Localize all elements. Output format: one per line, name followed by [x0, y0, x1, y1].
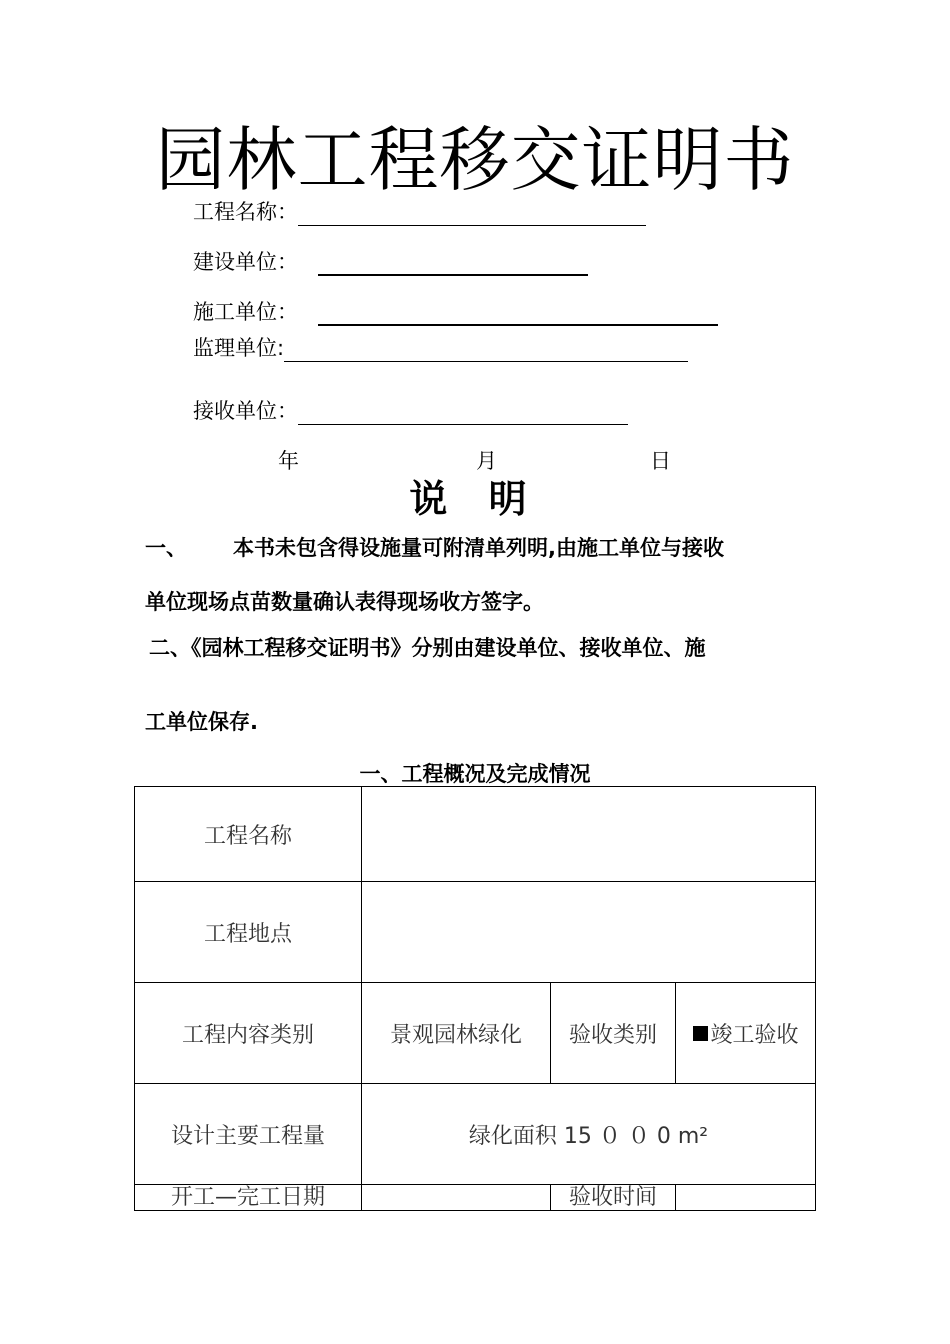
field-label: 建设单位： — [193, 250, 298, 274]
acceptance-time-label: 验收时间 — [551, 1185, 676, 1211]
field-label: 接收单位： — [193, 399, 298, 423]
table-row — [135, 787, 816, 882]
field-label: 工程名称： — [193, 200, 298, 224]
table-row — [135, 1084, 816, 1185]
checked-square-icon — [693, 1026, 708, 1041]
table-row — [135, 1185, 816, 1211]
field-contractor — [193, 298, 718, 326]
field-receiver — [193, 397, 628, 425]
date-month: 月 — [476, 449, 497, 473]
field-supervisor — [193, 334, 688, 362]
blank-line — [298, 225, 646, 226]
field-project-name — [193, 198, 646, 226]
design-quantity-value: 绿化面积 15 ０ ０ 0 m² — [362, 1084, 816, 1185]
section-caption: 一、工程概况及完成情况 — [359, 762, 591, 786]
explanation-item-2: 二、《园林工程移交证明书》分别由建设单位、接收单位、施 — [149, 636, 706, 660]
table-label: 工程名称 — [135, 787, 362, 882]
project-location-cell — [362, 882, 816, 983]
acceptance-type-label: 验收类别 — [551, 983, 676, 1084]
document-title: 园林工程移交证明书 — [155, 119, 795, 201]
explanation-heading: 说 明 — [409, 477, 541, 521]
table-row — [135, 983, 816, 1084]
table-label: 设计主要工程量 — [135, 1084, 362, 1185]
acceptance-type-value — [676, 983, 816, 1084]
table-label: 工程地点 — [135, 882, 362, 983]
table-label: 工程内容类别 — [135, 983, 362, 1084]
acceptance-type-text: 竣工验收 — [710, 1022, 799, 1048]
content-category-value: 景观园林绿化 — [362, 983, 551, 1084]
project-overview-table — [134, 786, 816, 1211]
table-row — [135, 882, 816, 983]
blank-line — [318, 274, 588, 276]
blank-line — [298, 424, 628, 425]
item-text: 本书未包含得设施量可附清单列明,由施工单位与接收 — [233, 536, 724, 560]
field-construction-owner — [193, 248, 588, 276]
date-year: 年 — [278, 449, 299, 473]
explanation-item-1 — [145, 534, 724, 562]
explanation-item-2-cont: 工单位保存. — [145, 710, 258, 734]
table-label: 开工—完工日期 — [135, 1185, 362, 1211]
field-label: 施工单位： — [193, 300, 298, 324]
blank-line — [284, 361, 688, 362]
item-number: 一、 — [145, 536, 187, 560]
date-day: 日 — [650, 449, 671, 473]
field-label: 监理单位: — [193, 336, 285, 360]
acceptance-time-value-cell — [676, 1185, 816, 1211]
project-name-cell — [362, 787, 816, 882]
dates-value-cell — [362, 1185, 551, 1211]
explanation-item-1-cont: 单位现场点苗数量确认表得现场收方签字。 — [145, 590, 544, 614]
blank-line — [318, 324, 718, 326]
